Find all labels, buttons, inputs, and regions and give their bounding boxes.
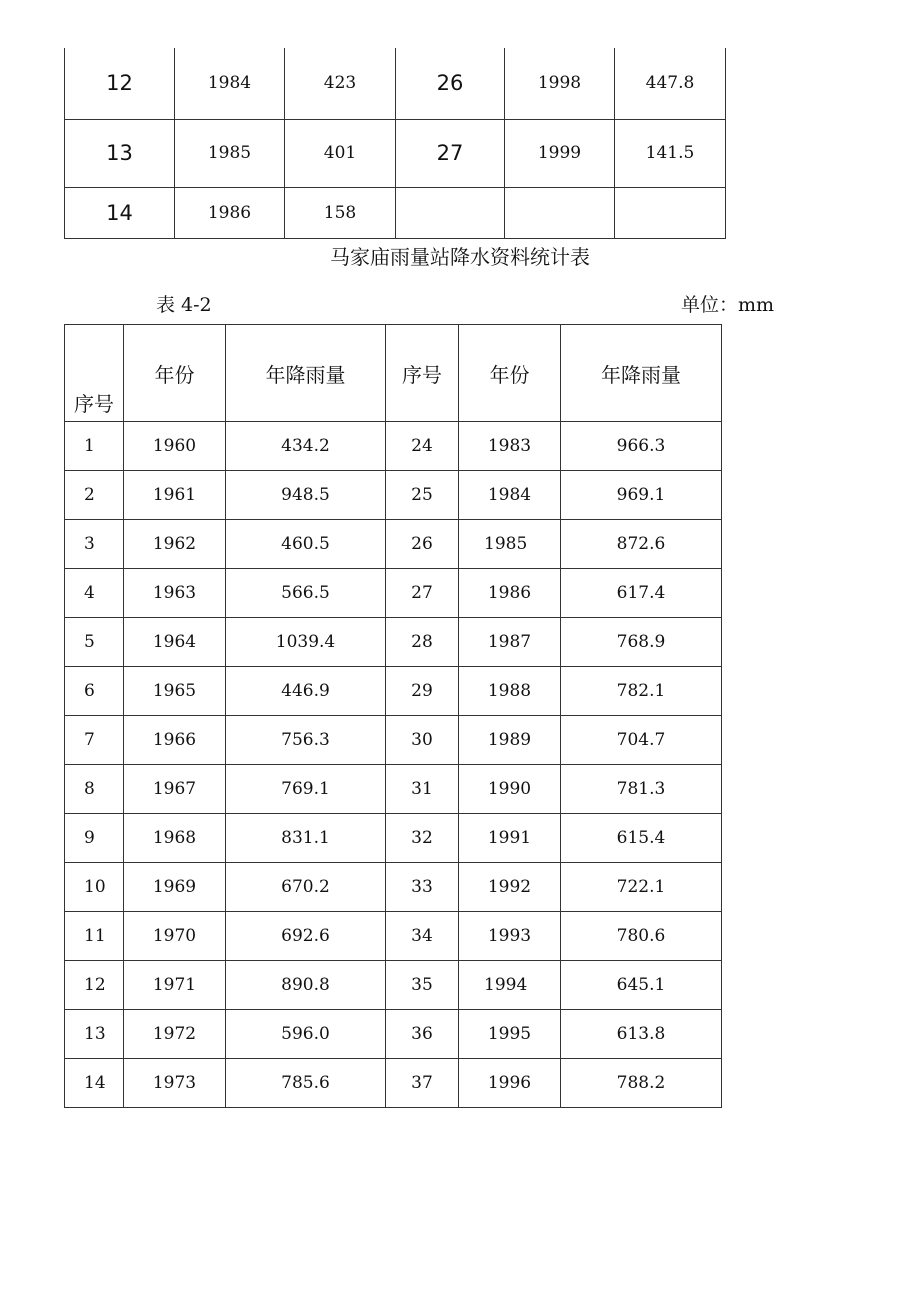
row-rainfall-2: 645.1 [561,961,722,1010]
row-year-2: 1983 [459,422,561,471]
row-rainfall-2: 781.3 [561,765,722,814]
row-rainfall-2: 722.1 [561,863,722,912]
precipitation-table-header [65,325,722,422]
continuation-table-body [65,48,726,238]
continuation-table [64,48,726,239]
row-rainfall: 756.3 [226,716,386,765]
row-year: 1985 [175,119,285,187]
row-rainfall: 692.6 [226,912,386,961]
row-seq-2: 27 [386,569,459,618]
header-rainfall: 年降雨量 [226,325,386,422]
row-rainfall-2: 788.2 [561,1059,722,1108]
row-seq: 2 [65,471,124,520]
table-row [65,912,722,961]
row-year: 1969 [124,863,226,912]
row-seq-2: 26 [386,520,459,569]
row-seq-2: 29 [386,667,459,716]
row-year-2: 1991 [459,814,561,863]
row-seq: 8 [65,765,124,814]
row-year: 1968 [124,814,226,863]
row-year: 1961 [124,471,226,520]
row-seq: 12 [65,48,175,119]
row-rainfall-2: 613.8 [561,1010,722,1059]
row-rainfall: 566.5 [226,569,386,618]
row-rainfall: 446.9 [226,667,386,716]
row-year-2: 1994 [459,961,561,1010]
row-rainfall: 596.0 [226,1010,386,1059]
row-rainfall-2: 782.1 [561,667,722,716]
row-year-2: 1985 [459,520,561,569]
precipitation-table [64,324,722,1108]
header-seq-2: 序号 [386,325,459,422]
row-rainfall: 423 [285,48,396,119]
row-seq-2: 31 [386,765,459,814]
row-seq: 6 [65,667,124,716]
row-year: 1966 [124,716,226,765]
row-rainfall: 401 [285,119,396,187]
table-row [65,961,722,1010]
row-year: 1972 [124,1010,226,1059]
row-rainfall: 670.2 [226,863,386,912]
row-rainfall: 831.1 [226,814,386,863]
row-year: 1970 [124,912,226,961]
row-year: 1963 [124,569,226,618]
row-year: 1960 [124,422,226,471]
row-year-2: 1999 [505,119,615,187]
row-year: 1964 [124,618,226,667]
row-rainfall-2: 617.4 [561,569,722,618]
row-year: 1967 [124,765,226,814]
document-title: 马家庙雨量站降水资料统计表 [330,245,590,269]
row-seq-2: 34 [386,912,459,961]
row-year-2: 1987 [459,618,561,667]
row-rainfall: 948.5 [226,471,386,520]
row-rainfall-2: 141.5 [615,119,726,187]
table-row [65,187,726,238]
table-row [65,765,722,814]
row-seq: 14 [65,187,175,238]
row-year: 1973 [124,1059,226,1108]
row-year: 1962 [124,520,226,569]
row-year-2: 1986 [459,569,561,618]
header-rainfall-2: 年降雨量 [561,325,722,422]
row-rainfall: 785.6 [226,1059,386,1108]
row-rainfall: 769.1 [226,765,386,814]
row-year-2: 1990 [459,765,561,814]
row-seq-2: 37 [386,1059,459,1108]
row-seq: 14 [65,1059,124,1108]
row-rainfall-2: 615.4 [561,814,722,863]
row-rainfall-2: 966.3 [561,422,722,471]
row-seq: 5 [65,618,124,667]
row-year-2: 1998 [505,48,615,119]
row-year-2: 1996 [459,1059,561,1108]
header-row [65,325,722,422]
table-row [65,618,722,667]
row-rainfall-2: 768.9 [561,618,722,667]
row-rainfall-2: 969.1 [561,471,722,520]
row-year-2: 1989 [459,716,561,765]
row-seq: 3 [65,520,124,569]
table-row [65,1059,722,1108]
row-year-2: 1992 [459,863,561,912]
precipitation-table-body [65,422,722,1108]
row-rainfall-2: 447.8 [615,48,726,119]
row-rainfall: 158 [285,187,396,238]
row-rainfall: 460.5 [226,520,386,569]
row-rainfall-2: 872.6 [561,520,722,569]
row-year: 1984 [175,48,285,119]
row-year: 1965 [124,667,226,716]
row-seq: 9 [65,814,124,863]
row-seq: 11 [65,912,124,961]
table-row [65,48,726,119]
row-rainfall: 1039.4 [226,618,386,667]
row-seq: 12 [65,961,124,1010]
header-seq: 序号 [65,325,124,422]
row-seq-2: 36 [386,1010,459,1059]
table-row [65,520,722,569]
table-number: 表 4-2 [156,294,212,316]
row-seq-2: 27 [396,119,505,187]
row-year-2: 1984 [459,471,561,520]
row-rainfall: 890.8 [226,961,386,1010]
table-row [65,1010,722,1059]
row-year-2: 1995 [459,1010,561,1059]
row-seq-2: 25 [386,471,459,520]
row-year-2 [505,187,615,238]
row-seq-2: 28 [386,618,459,667]
row-seq-2: 32 [386,814,459,863]
row-rainfall-2 [615,187,726,238]
table-row [65,422,722,471]
table-row [65,471,722,520]
row-rainfall-2: 704.7 [561,716,722,765]
row-seq-2: 26 [396,48,505,119]
header-year: 年份 [124,325,226,422]
row-seq-2: 33 [386,863,459,912]
row-seq-2 [396,187,505,238]
row-rainfall: 434.2 [226,422,386,471]
row-seq-2: 35 [386,961,459,1010]
row-seq: 1 [65,422,124,471]
row-seq: 10 [65,863,124,912]
row-seq: 13 [65,119,175,187]
row-seq: 13 [65,1010,124,1059]
table-row [65,119,726,187]
row-year-2: 1988 [459,667,561,716]
unit-label: 单位：mm [681,294,775,316]
row-rainfall-2: 780.6 [561,912,722,961]
header-year-2: 年份 [459,325,561,422]
row-seq: 4 [65,569,124,618]
table-row [65,863,722,912]
table-row [65,667,722,716]
row-seq: 7 [65,716,124,765]
row-year: 1971 [124,961,226,1010]
table-row [65,569,722,618]
row-seq-2: 24 [386,422,459,471]
table-row [65,814,722,863]
row-year-2: 1993 [459,912,561,961]
table-row [65,716,722,765]
row-seq-2: 30 [386,716,459,765]
row-year: 1986 [175,187,285,238]
